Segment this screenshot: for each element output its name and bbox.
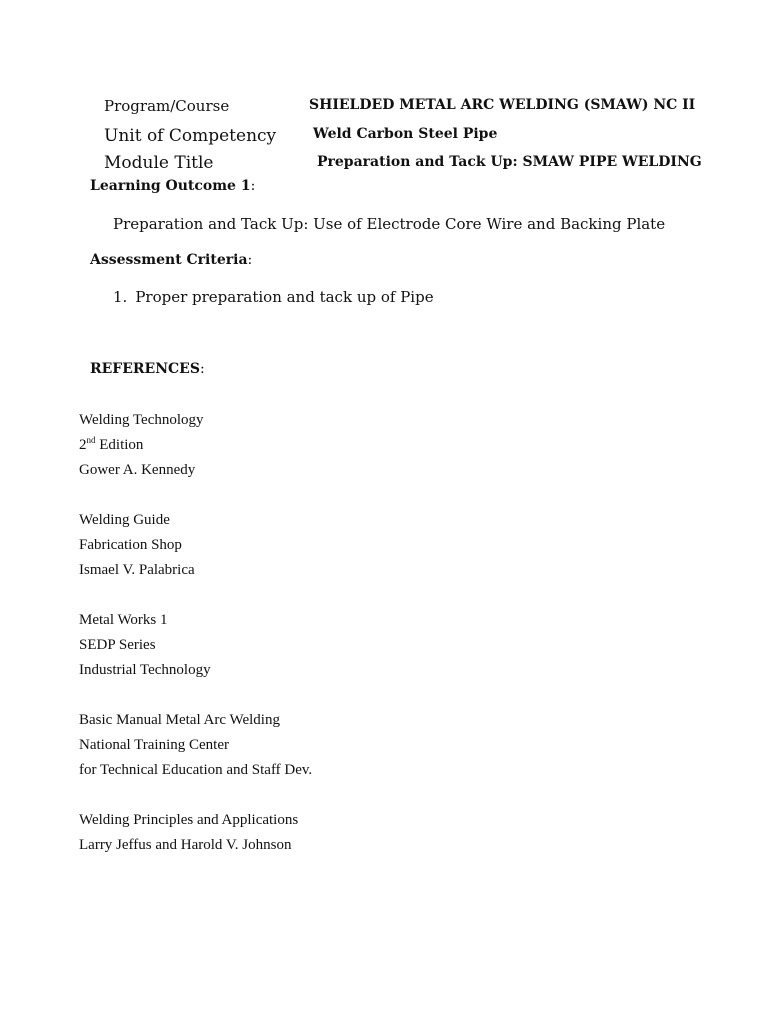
reference-edition-number: 2	[79, 437, 87, 453]
reference-author: for Technical Education and Staff Dev.	[79, 762, 313, 778]
criteria-item-number: 1.	[113, 288, 128, 306]
references-colon: :	[199, 361, 205, 377]
reference-edition-suffix: nd	[86, 435, 96, 445]
unit-of-competency-label: Unit of Competency	[104, 126, 277, 146]
reference-author: Larry Jeffus and Harold V. Johnson	[79, 837, 292, 853]
reference-entry	[79, 808, 298, 858]
reference-entry	[79, 708, 312, 783]
assessment-criteria-label: Assessment Criteria	[90, 252, 248, 268]
reference-author: Industrial Technology	[79, 662, 211, 678]
learning-outcome-label: Learning Outcome 1	[90, 178, 251, 194]
unit-of-competency-value: Weld Carbon Steel Pipe	[313, 126, 498, 142]
criteria-item-text: Proper preparation and tack up of Pipe	[135, 288, 434, 306]
program-course-label: Program/Course	[104, 97, 230, 115]
reference-subtitle: Fabrication Shop	[79, 537, 182, 553]
reference-edition-word: Edition	[95, 437, 144, 453]
references-heading	[90, 361, 205, 377]
reference-entry	[79, 508, 195, 583]
reference-title: Welding Technology	[79, 412, 204, 428]
reference-title: Basic Manual Metal Arc Welding	[79, 712, 280, 728]
reference-subtitle: National Training Center	[79, 737, 229, 753]
reference-entry	[79, 408, 204, 483]
learning-outcome-colon: :	[250, 178, 256, 194]
assessment-criteria-list	[113, 288, 434, 306]
program-course-value: SHIELDED METAL ARC WELDING (SMAW) NC II	[309, 97, 696, 113]
module-title-value: Preparation and Tack Up: SMAW PIPE WELDING	[317, 154, 702, 170]
learning-outcome-heading	[90, 178, 255, 194]
reference-title: Metal Works 1	[79, 612, 168, 628]
references-label: REFERENCES	[90, 361, 200, 377]
reference-author: Ismael V. Palabrica	[79, 562, 195, 578]
criteria-item	[113, 288, 434, 306]
assessment-criteria-heading	[90, 252, 252, 268]
reference-title: Welding Guide	[79, 512, 170, 528]
reference-title: Welding Principles and Applications	[79, 812, 299, 828]
learning-outcome-text: Preparation and Tack Up: Use of Electrode Core Wire and Backing Plate	[113, 215, 666, 233]
reference-author: Gower A. Kennedy	[79, 462, 196, 478]
reference-edition	[79, 433, 204, 458]
assessment-criteria-colon: :	[247, 252, 253, 268]
module-title-label: Module Title	[104, 153, 214, 173]
reference-subtitle: SEDP Series	[79, 637, 156, 653]
reference-entry	[79, 608, 211, 683]
